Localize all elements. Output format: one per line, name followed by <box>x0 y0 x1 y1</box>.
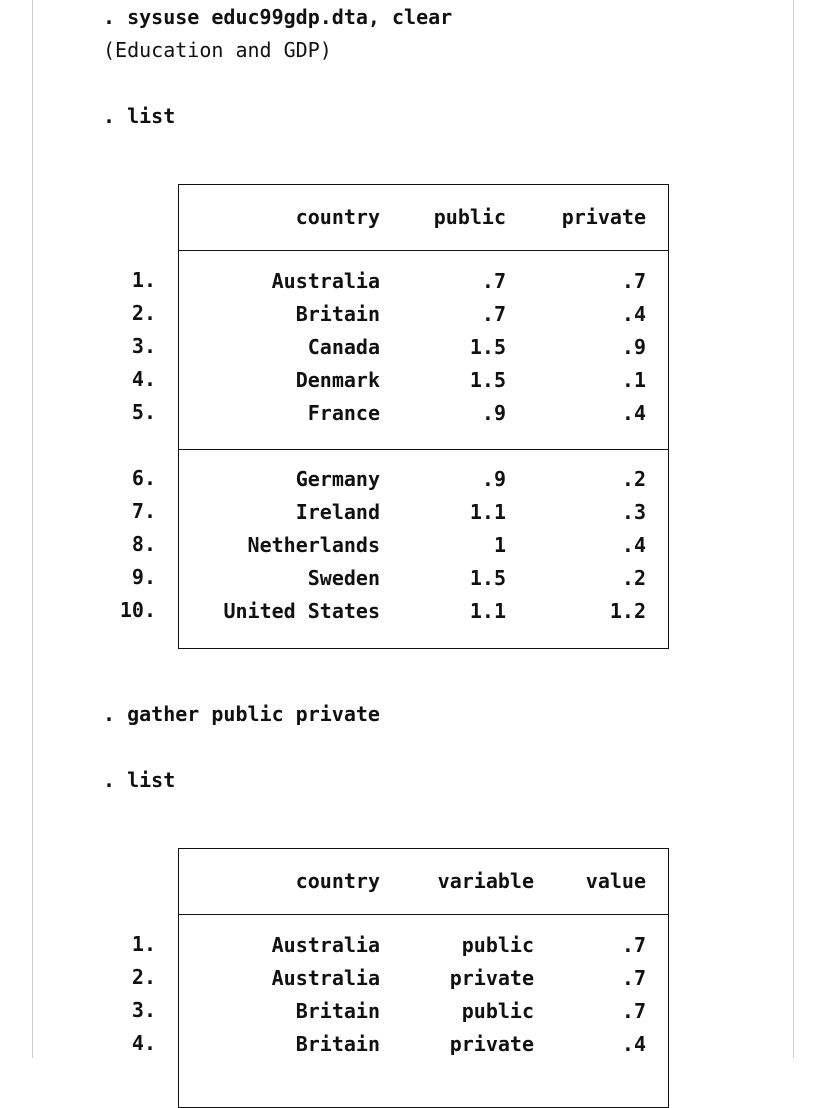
command-list-1: . list <box>103 104 176 128</box>
column-header-variable: variable <box>437 869 534 893</box>
cell-private: .2 <box>621 467 646 491</box>
row-number: 2. <box>131 301 156 325</box>
column-header-public: public <box>433 205 506 229</box>
cell-value: .4 <box>621 1032 646 1056</box>
cell-public: .7 <box>481 302 506 326</box>
list-table-2 <box>178 848 669 1108</box>
row-number: 6. <box>131 466 156 490</box>
command-list-2: . list <box>103 768 176 792</box>
cell-country: Canada <box>307 335 380 359</box>
row-number: 9. <box>131 565 156 589</box>
cell-private: .4 <box>621 302 646 326</box>
table-header <box>179 185 668 251</box>
cell-private: .4 <box>621 401 646 425</box>
cell-public: 1.1 <box>469 500 506 524</box>
cell-country: Ireland <box>295 500 380 524</box>
cell-private: 1.2 <box>609 599 646 623</box>
row-number: 2. <box>131 965 156 989</box>
cell-value: .7 <box>621 999 646 1023</box>
command-sysuse: . sysuse educ99gdp.dta, clear <box>103 5 453 29</box>
cell-country: Britain <box>295 302 380 326</box>
column-header-country: country <box>295 205 380 229</box>
cell-variable: public <box>461 999 534 1023</box>
cell-public: 1.5 <box>469 566 506 590</box>
cell-private: .2 <box>621 566 646 590</box>
row-number: 7. <box>131 499 156 523</box>
row-number: 3. <box>131 998 156 1022</box>
row-number: 3. <box>131 334 156 358</box>
column-header-value: value <box>585 869 646 893</box>
cell-country: Germany <box>295 467 380 491</box>
row-number: 1. <box>131 268 156 292</box>
cell-private: .3 <box>621 500 646 524</box>
row-group-separator <box>179 449 668 450</box>
cell-country: United States <box>223 599 380 623</box>
column-header-private: private <box>561 205 646 229</box>
table-header <box>179 849 668 915</box>
row-number: 5. <box>131 400 156 424</box>
cell-public: .9 <box>481 467 506 491</box>
output-dataset-label: (Education and GDP) <box>103 38 332 62</box>
column-header-country: country <box>295 869 380 893</box>
cell-public: 1.5 <box>469 368 506 392</box>
cell-value: .7 <box>621 966 646 990</box>
cell-public: 1.1 <box>469 599 506 623</box>
cell-private: .7 <box>621 269 646 293</box>
cell-value: .7 <box>621 933 646 957</box>
cell-public: .9 <box>481 401 506 425</box>
list-table-1 <box>178 184 669 649</box>
cell-country: Australia <box>271 933 380 957</box>
cell-country: Australia <box>271 966 380 990</box>
cell-public: .7 <box>481 269 506 293</box>
row-number: 4. <box>131 367 156 391</box>
cell-country: Australia <box>271 269 380 293</box>
cell-country: Britain <box>295 1032 380 1056</box>
cell-country: France <box>307 401 380 425</box>
cell-variable: public <box>461 933 534 957</box>
cell-private: .1 <box>621 368 646 392</box>
cell-public: 1.5 <box>469 335 506 359</box>
cell-private: .4 <box>621 533 646 557</box>
command-gather: . gather public private <box>103 702 380 726</box>
cell-country: Sweden <box>307 566 380 590</box>
row-number: 4. <box>131 1031 156 1055</box>
cell-variable: private <box>449 966 534 990</box>
row-number: 1. <box>131 932 156 956</box>
cell-private: .9 <box>621 335 646 359</box>
cell-country: Britain <box>295 999 380 1023</box>
row-number: 10. <box>119 598 156 622</box>
cell-country: Denmark <box>295 368 380 392</box>
cell-country: Netherlands <box>247 533 380 557</box>
cell-variable: private <box>449 1032 534 1056</box>
row-number: 8. <box>131 532 156 556</box>
cell-public: 1 <box>493 533 506 557</box>
